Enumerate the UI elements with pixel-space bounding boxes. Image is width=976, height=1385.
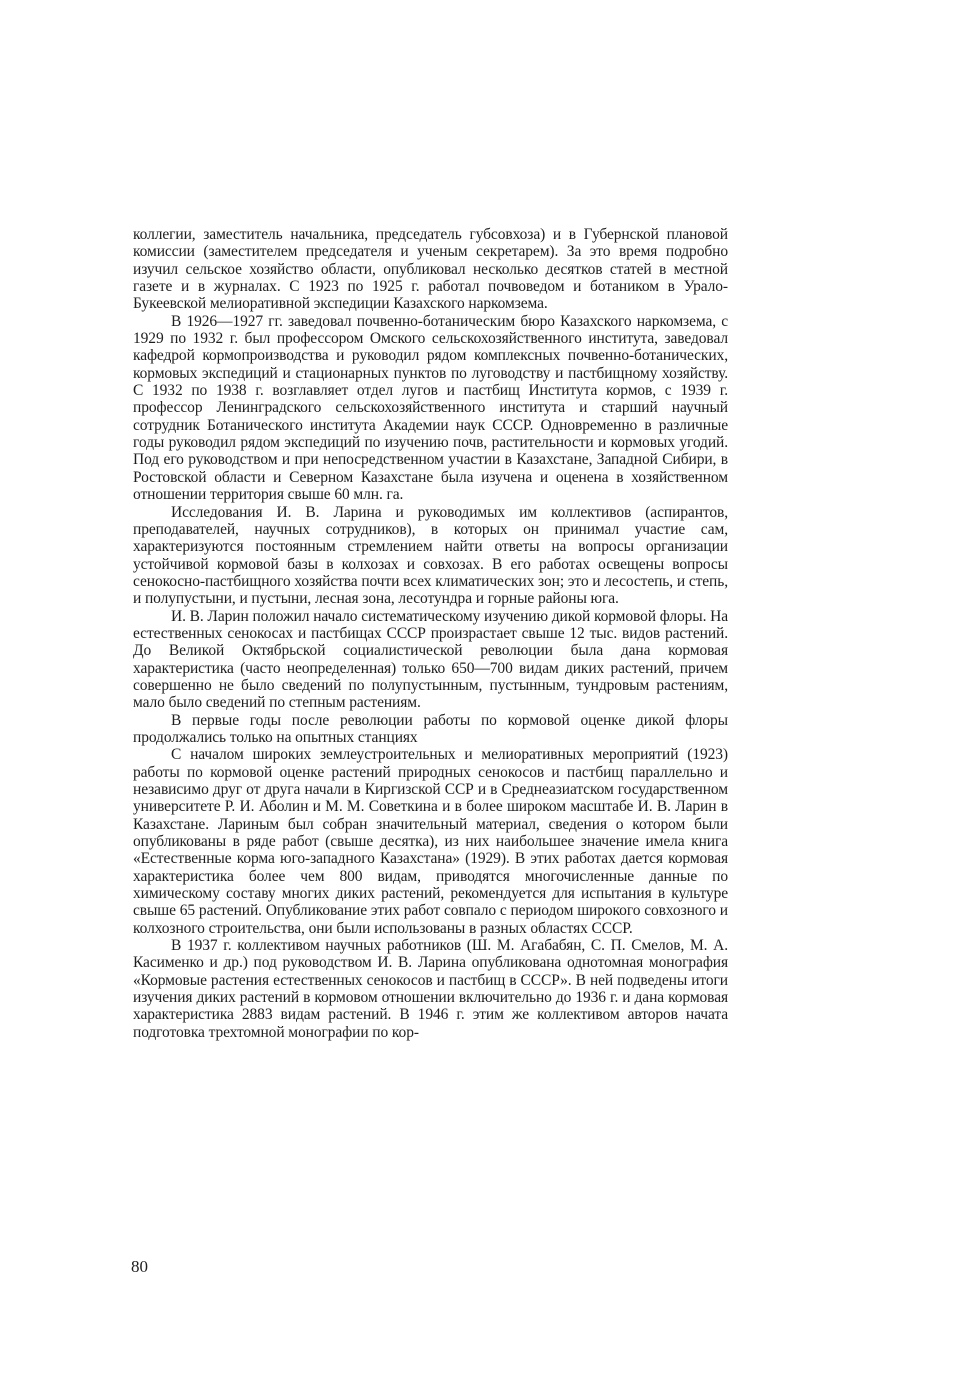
page-number: 80: [131, 1257, 148, 1276]
paragraph-land-reclamation: С началом широких землеустроительных и мелиоративных мероприятий (1923) работы по кормовой оценке растений природных сенокосов и пастбищ параллельно и независимо друг от друга начали в Киргизской ССР и в Среднеазиатском государственном университете Р. И. Аболин и М. М. Советкина и в более широком масштабе И. В. Ларин в Казахстане. Лариным был собран значительный материал, сведения о котором были опубликованы в ряде работ (свыше десятка), из них наибольшее значение имела книга «Естественные корма юго-западного Казахстана» (1929). В этих работах дается кормовая характеристика более чем 800 видам, приводятся многочисленные данные по химическому составу многих диких растений, рекомендуется для испытания в культуре свыше 65 растений. Опубликование этих работ совпало с периодом широкого совхозного и колхозного строительства, они были использованы в разных областях СССР.: [133, 746, 728, 937]
paragraph-continuation: коллегии, заместитель начальника, председатель губсовхоза) и в Губернской плановой комиссии (заместителем председателя и ученым секретарем). За это время подробно изучил сельское хозяйство области, опубликовал несколько десятков статей в местной газете и в журналах. С 1923 по 1925 г. работал почвоведом и ботаником в Урало-Букеевской мелиоративной экспедиции Казахского наркомзема.: [133, 226, 728, 313]
paragraph-research: Исследования И. В. Ларина и руководимых им коллективов (аспирантов, преподавателей, научных сотрудников), в которых он принимал участие сам, характеризуются постоянным стремлением найти ответы на вопросы организации устойчивой кормовой базы в колхозах и совхозах. В его работах освещены вопросы сенокосно-пастбищного хозяйства почти всех климатических зон; это и лесостепь, и степь, и полупустыни, и пустыни, лесная зона, лесотундра и горные районы юга.: [133, 503, 728, 608]
page-body: [133, 226, 728, 1041]
paragraph-1937-monograph: В 1937 г. коллективом научных работников (Ш. М. Агабабян, С. П. Смелов, М. А. Касименко и др.) под руководством И. В. Ларина опубликована однотомная монография «Кормовые растения естественных сенокосов и пастбищ в СССР». В ней подведены итоги изучения диких растений в кормовом отношении включительно до 1936 г. и дана кормовая характеристика 2883 видам растений. В 1946 г. этим же коллективом авторов начата подготовка трехтомной монографии по кор-: [133, 937, 728, 1041]
paragraph-early-years: В первые годы после революции работы по кормовой оценке дикой флоры продолжались только на опытных станциях: [133, 711, 728, 746]
paragraph-forage-flora: И. В. Ларин положил начало систематическому изучению дикой кормовой флоры. На естественных сенокосах и пастбищах СССР произрастает свыше 12 тыс. видов растений. До Великой Октябрьской социалистической революции была дана кормовая характеристика (часто неопределенная) только 650—700 видам диких растений, причем совершенно не было сведений по полупустынным, пустынным, тундровым растениям, мало было сведений по степным растениям.: [133, 607, 728, 712]
paragraph-1926-1927: В 1926—1927 гг. заведовал почвенно-ботаническим бюро Казахского наркомзема, с 1929 по 1932 г. был профессором Омского сельскохозяйственного института, заведовал кафедрой кормопроизводства и руководил рядом комплексных почвенно-ботанических, кормовых экспедиций и стационарных пунктов по луговодству и пастбищному хозяйству. С 1932 по 1938 г. возглавляет отдел лугов и пастбищ Института кормов, с 1939 г. профессор Ленинградского сельскохозяйственного института и старший научный сотрудник Ботанического института Академии наук СССР. Одновременно в различные годы руководил рядом экспедиций по изучению почв, растительности и кормовых угодий. Под его руководством и при непосредственном участии в Казахстане, Западной Сибири, в Ростовской области и Северном Казахстане была изучена и оценена в хозяйственном отношении территория свыше 60 млн. га.: [133, 312, 728, 504]
